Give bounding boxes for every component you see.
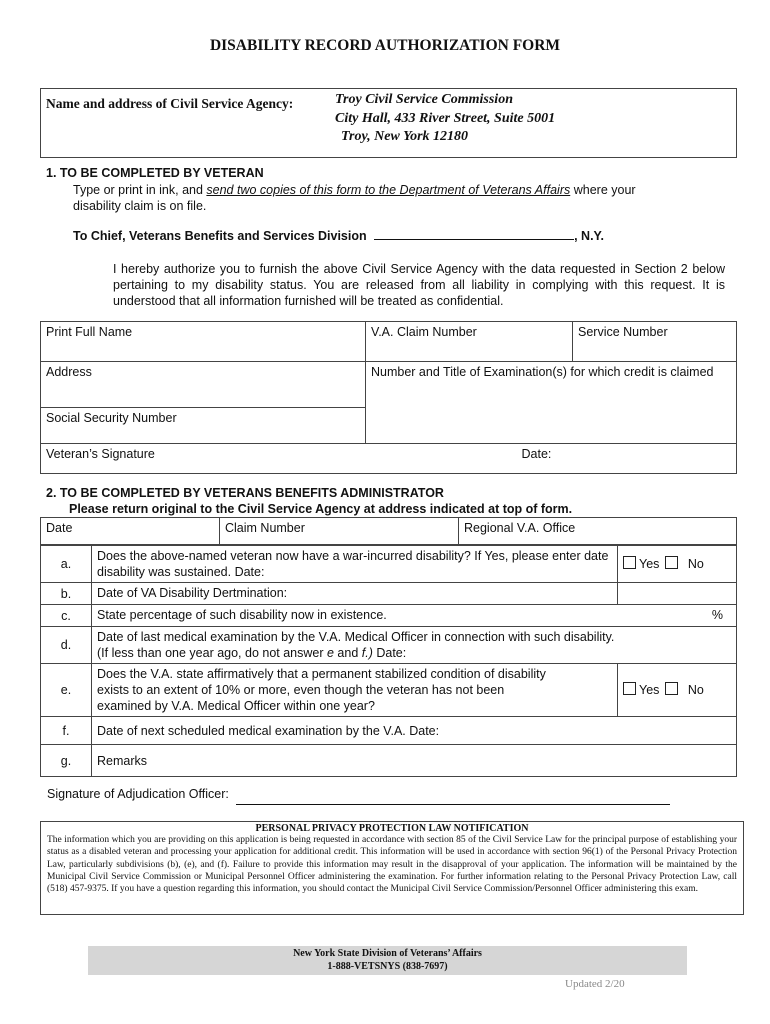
va-date-label: Date <box>46 521 73 535</box>
ny-label: , N.Y. <box>574 229 604 243</box>
section1-instructions <box>73 182 733 214</box>
question-row-c <box>41 605 737 627</box>
ssn-label: Social Security Number <box>46 411 177 425</box>
question-row-f <box>41 717 737 745</box>
question-row-e <box>41 664 737 717</box>
question-row-a <box>41 546 737 583</box>
question-d-line1: Date of last medical examination by the V.A. Medical Officer in connection with such disability. <box>97 630 615 644</box>
full-name-label: Print Full Name <box>46 325 133 339</box>
division-city-field[interactable] <box>374 228 574 240</box>
regional-office-label: Regional V.A. Office <box>464 521 576 535</box>
remarks-field[interactable]: Remarks <box>92 745 737 777</box>
va-claim-cell[interactable] <box>366 322 573 362</box>
no-label: No <box>687 683 704 697</box>
section1-heading: 1. TO BE COMPLETED BY VETERAN <box>46 166 264 180</box>
row-letter: g. <box>41 745 92 777</box>
adjudication-label: Signature of Adjudication Officer: <box>47 787 229 801</box>
question-row-g <box>41 745 737 777</box>
question-row-d <box>41 627 737 664</box>
yes-no-e <box>618 664 737 717</box>
agency-address <box>335 91 555 147</box>
no-checkbox[interactable] <box>665 682 678 695</box>
question-c-text: State percentage of such disability now in existence. <box>97 608 387 622</box>
to-chief-line <box>73 228 604 243</box>
yes-label: Yes <box>639 683 660 697</box>
exam-label: Number and Title of Examination(s) for which credit is claimed <box>371 365 714 379</box>
question-d-f: f.) <box>361 646 373 660</box>
service-number-label: Service Number <box>578 325 668 339</box>
privacy-notice <box>40 821 744 915</box>
agency-city: Troy, New York 12180 <box>341 129 469 144</box>
address-label: Address <box>46 365 92 379</box>
agency-box <box>40 88 737 158</box>
footer-agency: New York State Division of Veterans’ Affairs <box>293 948 482 959</box>
question-d-date: Date: <box>372 646 407 660</box>
row-letter: d. <box>41 627 92 664</box>
form-title: DISABILITY RECORD AUTHORIZATION FORM <box>209 37 561 54</box>
updated-date: Updated 2/20 <box>565 978 625 990</box>
va-header-table <box>40 517 737 545</box>
question-text[interactable]: Date of VA Disability Dertmination: <box>92 583 618 605</box>
row-letter: a. <box>41 546 92 583</box>
question-row-b <box>41 583 737 605</box>
answer-cell-b[interactable] <box>618 583 737 605</box>
question-d-and: and <box>333 646 362 660</box>
veteran-info-table <box>40 321 737 474</box>
agency-name: Troy Civil Service Commission <box>335 92 513 107</box>
section2-heading: 2. TO BE COMPLETED BY VETERANS BENEFITS ADMINISTRATOR <box>46 486 444 500</box>
yes-no-a <box>618 546 737 583</box>
va-date-cell[interactable] <box>41 518 220 545</box>
privacy-notice-title: PERSONAL PRIVACY PROTECTION LAW NOTIFICATION <box>255 823 529 834</box>
no-checkbox[interactable] <box>665 556 678 569</box>
adjudication-signature-line[interactable] <box>236 804 670 805</box>
yes-checkbox[interactable] <box>623 682 636 695</box>
percent-sign: % <box>711 608 723 622</box>
question-text[interactable] <box>92 627 737 664</box>
instr-link-text: send two copies of this form to the Department of Veterans Affairs <box>206 183 571 197</box>
question-d-e: e <box>327 646 334 660</box>
authorization-text: I hereby authorize you to furnish the above Civil Service Agency with the data requested in Section 2 below pertaining to my disability status. You are released from all liability in complying with this request. It is understood that all information furnished will be treated as confidential. <box>113 262 725 308</box>
ssn-cell[interactable] <box>41 408 366 444</box>
row-letter: e. <box>41 664 92 717</box>
question-text[interactable]: Date of next scheduled medical examination by the V.A. Date: <box>92 717 737 745</box>
claim-number-cell[interactable] <box>220 518 459 545</box>
row-letter: f. <box>41 717 92 745</box>
row-letter: c. <box>41 605 92 627</box>
instr-text: Type or print in ink, and <box>73 183 207 197</box>
va-claim-label: V.A. Claim Number <box>371 325 477 339</box>
va-questions-table <box>40 545 737 777</box>
question-text: Does the above-named veteran now have a war-incurred disability? If Yes, please enter date disability was sustained. Date: <box>92 546 618 583</box>
yes-checkbox[interactable] <box>623 556 636 569</box>
address-cell[interactable] <box>41 362 366 408</box>
return-note: Please return original to the Civil Service Agency at address indicated at top of form. <box>69 502 573 516</box>
no-label: No <box>687 557 704 571</box>
service-number-cell[interactable] <box>573 322 737 362</box>
privacy-notice-body: The information which you are providing on this application is being requested in accordance with section 85 of the Civil Service Law for the principal purpose of establishing your status as a disabled veteran and processing your application for additional credit. This information will be used in accordance with section 96(1) of the Personal Privacy Protection Law, particularly subdivisions (b), (e), and (f). Failure to provide this information may result in the disapproval of your application. The information will be maintained by the Municipal Civil Service Commission or Municipal Personnel Officer administering the examination. For further information relating to the Personal Privacy Protection Law, call (518) 457-9375. If you have a question regarding this information, you should contact the Municipal Civil Service Commission/Personnel Officer administering this exam. <box>47 835 737 895</box>
to-chief-label: To Chief, Veterans Benefits and Services Division <box>73 229 367 243</box>
agency-street: City Hall, 433 River Street, Suite 5001 <box>335 110 556 126</box>
signature-date-label: Date: <box>521 447 552 461</box>
row-letter: b. <box>41 583 92 605</box>
question-text[interactable] <box>92 605 737 627</box>
regional-office-cell[interactable] <box>459 518 737 545</box>
claim-number-label: Claim Number <box>225 521 305 535</box>
footer-banner <box>88 946 687 975</box>
exam-cell[interactable] <box>366 362 737 444</box>
question-d-line2: (If less than one year ago, do not answer <box>97 646 327 660</box>
signature-label: Veteran’s Signature <box>46 447 155 461</box>
instr-text-c: disability claim is on file. <box>73 199 207 213</box>
instr-text-b: where your <box>570 183 636 197</box>
signature-cell[interactable] <box>41 444 737 474</box>
footer-phone: 1-888-VETSNYS (838-7697) <box>327 961 448 972</box>
agency-label: Name and address of Civil Service Agency: <box>46 96 294 111</box>
yes-label: Yes <box>639 557 660 571</box>
question-text: Does the V.A. state affirmatively that a permanent stabilized condition of disability exists to an extent of 10% or more, even though the veteran has not been examined by V.A. Medical Officer within one year? <box>92 664 618 717</box>
full-name-cell[interactable] <box>41 322 366 362</box>
